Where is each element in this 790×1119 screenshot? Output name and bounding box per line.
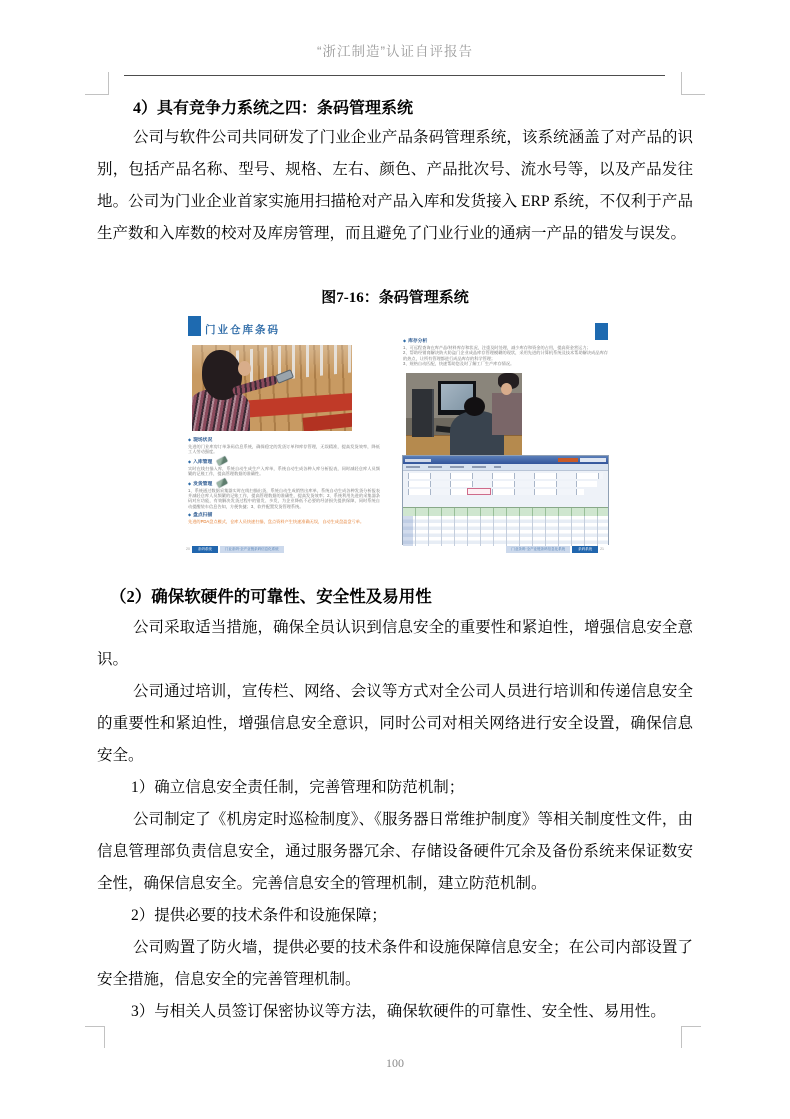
brochure-page-number: 20 [186, 547, 190, 551]
section-title: 库存分析 [408, 339, 428, 344]
section-body: 实时在线扫描入库，系统自动生成生产入库单，系统自动生成各种入库分析报表，同时减轻仓库人员频繁的记账工作，提高管理数据的准确性。 [188, 465, 380, 477]
erp-query-form [403, 473, 608, 507]
section-stocktake [188, 512, 380, 524]
erp-selected-column [403, 516, 413, 546]
erp-software-screenshot [402, 455, 609, 545]
scanner-icon [216, 478, 228, 488]
erp-highlighted-field [467, 488, 491, 495]
running-header-title: “浙江制造”认证自评报告 [317, 44, 473, 59]
diamond-bullet-icon: ◆ [403, 338, 407, 343]
list-item-2: 2）提供必要的技术条件和设施保障； [131, 907, 387, 924]
paragraph-measures: 公司采取适当措施，确保全员认识到信息安全的重要性和紧迫性，增强信息安全意识。 [97, 619, 693, 668]
erp-close-button-block [558, 458, 578, 462]
list-item-1: 1）确立信息安全责任制，完善管理和防范机制； [131, 779, 465, 796]
diamond-bullet-icon: ◆ [188, 480, 192, 486]
operator-head [464, 397, 485, 416]
erp-title-text-block [405, 459, 431, 462]
paragraph-barcode-intro: 公司与软件公司共同研发了门业企业产品条码管理系统，该系统涵盖了对产品的识别，包括产品名称、型号、规格、左右、颜色、产品批次号、流水号等，以及产品发往地。公司为门业企业首家实施用扫描枪对产品入库和发货接入 ERP 系统，不仅利于产品生产数和入库数的校对及库房管理，而且避免了门业行业的通病一产品的错发与误发。 [97, 129, 693, 242]
section-title: 入库管理 [193, 459, 213, 465]
footer-bar: 门业条码·全产业链条码信息化系统 [220, 546, 284, 553]
section-body: 先进的门业库房订单条码信息系统，确保稳定的发货订单和库存管理，无误精准，提高发货效率，降低工人劳动强度。 [188, 444, 380, 455]
erp-menu-bar [403, 464, 608, 471]
text-boundary-mark-top-right [681, 72, 705, 95]
section-title: 发货管理 [193, 481, 213, 487]
section-title: 现场状况 [193, 438, 213, 443]
text-boundary-mark-top-left [85, 72, 109, 95]
brochure-right-footer [408, 545, 604, 553]
brochure-section-list [188, 437, 380, 525]
erp-toolbar-block [580, 458, 606, 462]
section-inbound [188, 458, 380, 477]
figure-caption: 图7-16：条码管理系统 [321, 290, 469, 306]
erp-grid-header [403, 507, 608, 516]
text-boundary-mark-bottom-right [681, 1026, 701, 1048]
observer-face [501, 383, 512, 395]
analysis-line: 1、可远程查询在库产品/材料库存和状况，注重及时处理，减少库存和资金的占用，提高资金营运力； [403, 345, 591, 350]
section-shipping [188, 480, 380, 510]
pc-tower [412, 389, 434, 437]
computer-operation-photo [406, 373, 522, 455]
figure-barcode-system [178, 313, 612, 563]
brochure-left-footer [186, 545, 382, 553]
diamond-bullet-icon: ◆ [188, 512, 192, 518]
erp-grid-rows [403, 516, 608, 546]
erp-form-row [408, 481, 597, 487]
section-site-status [188, 437, 380, 455]
scanner-icon [216, 456, 228, 466]
paragraph-systems: 公司制定了《机房定时巡检制度》、《服务器日常维护制度》等相关制度性文件，由信息管理部负责信息安全，通过服务器冗余、存储设备硬件冗余及备份系统来保证数安全性，确保信息安全。完善信息安全的管理机制，建立防范机制。 [97, 811, 693, 892]
worker-face [238, 361, 251, 376]
footer-bar: 门业条码·全产业链条码信息化系统 [506, 546, 570, 553]
inventory-analysis-block [403, 338, 608, 367]
heading-reliability: （2）确保软硬件的可靠性、安全性及易用性 [110, 587, 432, 606]
erp-title-bar [403, 456, 608, 464]
list-item-3: 3）与相关人员签订保密协议等方法，确保软硬件的可靠性、安全性、易用性。 [131, 1003, 666, 1020]
section-body: 先进的PDA盘点模式，仓库人员快速扫描，盘点资料产生快速准确无误，自动生成盘盈盘亏单。 [188, 519, 365, 525]
paragraph-training: 公司通过培训，宣传栏、网络、会议等方式对全公司人员进行培训和传递信息安全的重要性和紧迫性，增强信息安全意识，同时公司对相关网络进行安全设置，确保信息安全。 [97, 683, 693, 764]
analysis-line: 3、规格自动匹配，快速帮助您及时了解工厂生产库存情况。 [403, 361, 515, 367]
blue-square-marker [188, 316, 201, 336]
heading-barcode-system: 4）具有竞争力系统之四：条码管理系统 [133, 100, 414, 117]
paragraph-firewall: 公司购置了防火墙，提供必要的技术条件和设施保障信息安全；在公司内部设置了安全措施，信息安全的完善管理机制。 [97, 939, 693, 988]
footer-button: 条码系统 [572, 546, 598, 553]
section-body: 1、系统通过数据采集器实时在线扫描出货，系统自动生成销售出库单，系统自动生成各种发货分析报表并减轻仓库人员频繁的记账工作，提高管理数据的准确性，提高发货效率；2、系统利用先进的采集器条码对应功能，有效解决发货过程中的错发、多发，为企业降低不必要的经济损失提供保障，同时系统自动提醒装车信息告知，方便快捷；3、软件配置发货管理系统。 [188, 487, 380, 509]
analysis-line: 2、帮助经销商解决防火防盗门企业成品库存管理模糊的现状，采用先进的计算机系统及技术帮助解决成品库存的热点，让所有管理都进行成品库存的科学管理； [403, 350, 608, 361]
erp-form-row [408, 489, 584, 495]
text-boundary-mark-bottom-left [85, 1026, 105, 1048]
brochure-page-number: 21 [600, 547, 604, 551]
brochure-right-page [400, 313, 612, 563]
section-title: 盘点扫描 [193, 513, 213, 519]
diamond-bullet-icon: ◆ [188, 437, 192, 442]
page-number: 100 [386, 1056, 404, 1070]
erp-form-row [408, 473, 603, 479]
diamond-bullet-icon: ◆ [188, 458, 192, 464]
warehouse-scanning-photo [192, 345, 352, 431]
footer-button: 条码系统 [192, 546, 218, 553]
header-divider-line [124, 75, 665, 76]
observer-body [492, 393, 522, 435]
brochure-left-page [178, 313, 390, 563]
brochure-title: 门业仓库条码 [205, 324, 280, 336]
